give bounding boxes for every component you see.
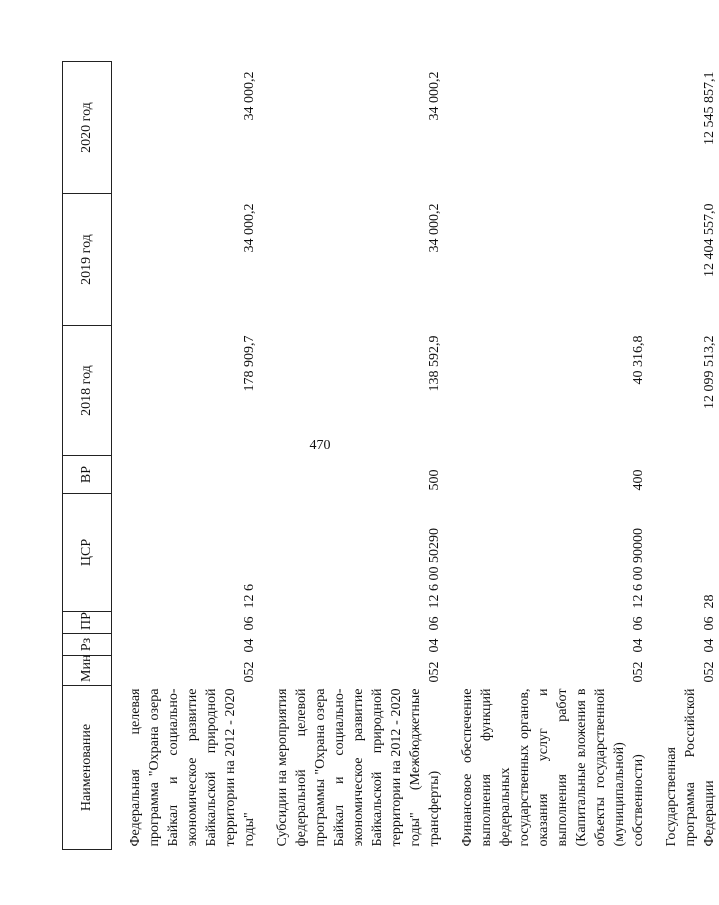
table-row — [126, 62, 259, 850]
header-csr: ЦСР — [63, 494, 112, 612]
header-min: Мин — [63, 656, 112, 686]
row-vr: 500 — [427, 469, 442, 491]
row-vr: 400 — [631, 469, 646, 491]
header-2020: 2020 год — [63, 62, 112, 194]
row-2018: 138 592,9 — [427, 335, 442, 392]
row-min: 052 — [631, 661, 646, 683]
page-number: 470 — [309, 438, 331, 453]
row-2020: 34 000,2 — [242, 71, 257, 121]
row-min: 052 — [427, 661, 442, 683]
row-2019: 34 000,2 — [242, 203, 257, 253]
row-csr: 28 — [702, 594, 717, 609]
row-rz: 04 — [631, 638, 646, 653]
row-csr: 12 6 00 90000 — [631, 528, 646, 609]
row-csr: 12 6 00 50290 — [427, 528, 442, 609]
row-rz: 04 — [702, 638, 717, 653]
row-name: Государственная программа Российской Федерации — [664, 688, 717, 847]
row-2018: 178 909,7 — [242, 335, 257, 392]
row-2020: 12 545 857,1 — [702, 71, 717, 145]
row-rz: 04 — [242, 638, 257, 653]
table-row — [273, 62, 444, 850]
row-name: Субсидии на мероприятия федеральной целевой программы "Охрана озера Байкал и социально-экономическое развитие Байкальской природной территории на 2012 - 2020 годы" (Межбюджетные трансферты) — [275, 688, 442, 847]
row-2019: 34 000,2 — [427, 203, 442, 253]
row-pr: 06 — [702, 616, 717, 631]
row-name: Финансовое обеспечение выполнения функций федеральных государственных органов, оказания услуг и выполнения работ (Капитальные вложения в объекты государственной (муниципальной) собственности) — [460, 688, 646, 847]
table-row — [458, 62, 648, 850]
row-min: 052 — [242, 661, 257, 683]
row-2018: 12 099 513,2 — [702, 335, 717, 409]
header-2018: 2018 год — [63, 326, 112, 456]
header-rz: Рз — [63, 634, 112, 656]
header-pr: ПР — [63, 612, 112, 634]
header-vr: ВР — [63, 456, 112, 494]
budget-table — [62, 61, 719, 850]
row-rz: 04 — [427, 638, 442, 653]
table-header-row — [63, 62, 112, 850]
row-pr: 06 — [631, 616, 646, 631]
row-vr — [662, 456, 719, 494]
header-2019: 2019 год — [63, 194, 112, 326]
row-2019 — [458, 194, 648, 326]
row-2020 — [458, 62, 648, 194]
row-2018: 40 316,8 — [631, 335, 646, 385]
row-pr: 06 — [242, 616, 257, 631]
table-row — [662, 62, 719, 850]
rotated-table-container — [62, 62, 717, 850]
row-pr: 06 — [427, 616, 442, 631]
row-csr: 12 6 — [242, 584, 257, 609]
row-min: 052 — [702, 661, 717, 683]
row-2020: 34 000,2 — [427, 71, 442, 121]
row-name: Федеральная целевая программа "Охрана озера Байкал и социально-экономическое развитие Байкальской природной территории на 2012 - 2020 годы" — [128, 688, 257, 847]
row-vr — [126, 456, 259, 494]
header-name: Наименование — [63, 686, 112, 850]
row-2019: 12 404 557,0 — [702, 203, 717, 277]
